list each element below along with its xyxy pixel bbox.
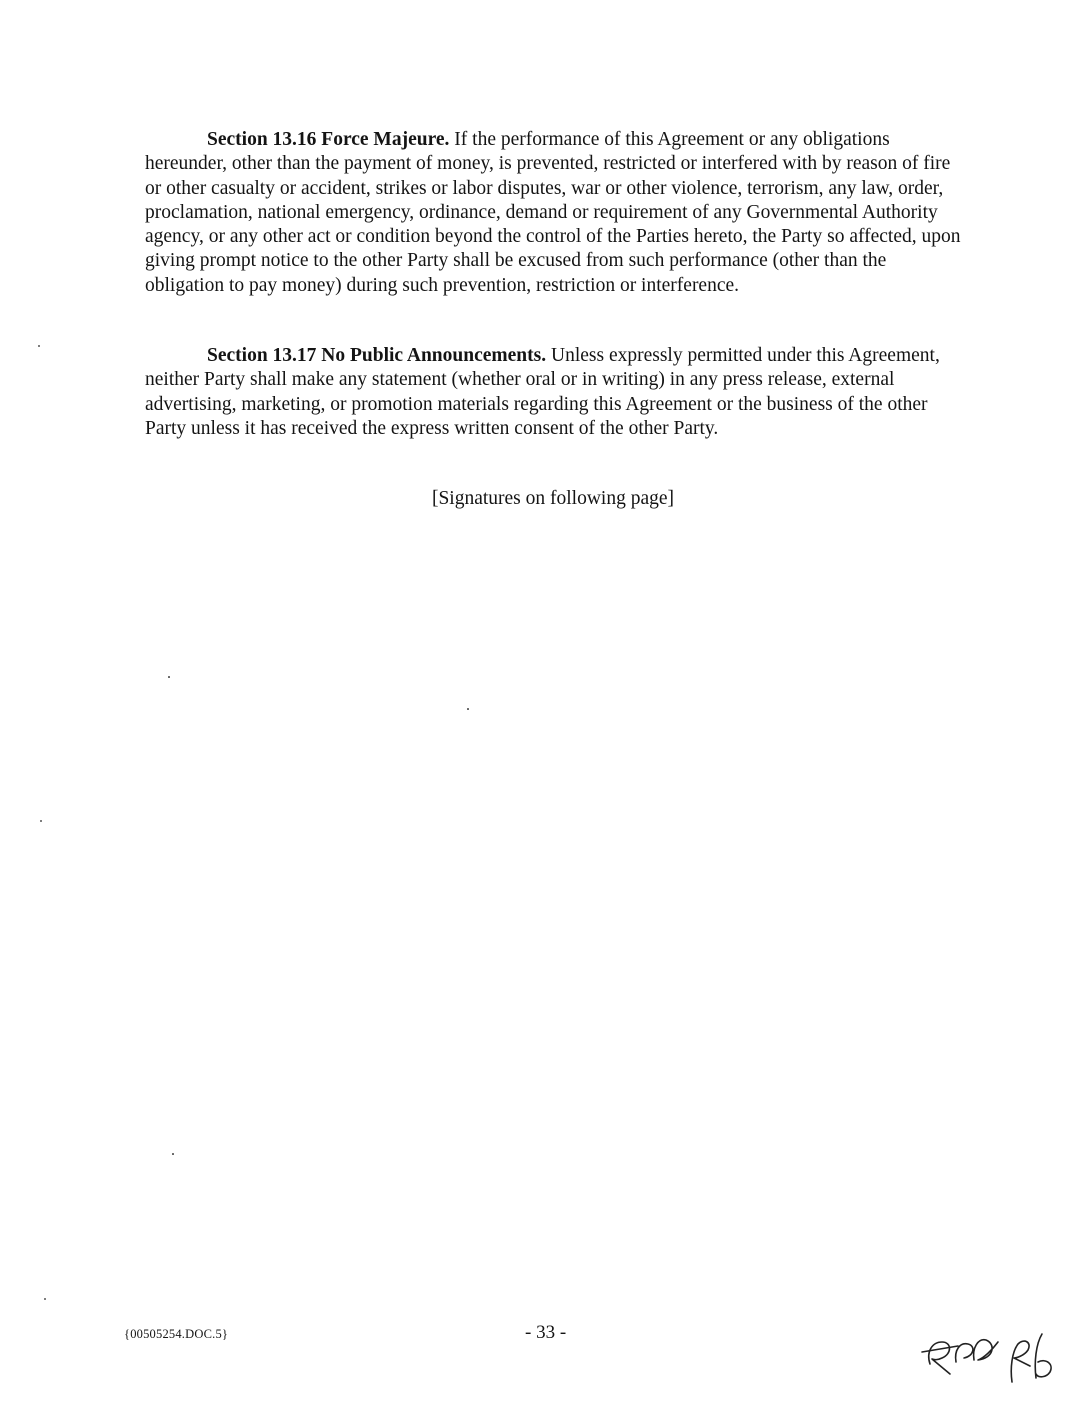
section-13-16 (145, 128, 965, 298)
section-13-17-body: Unless expressly permitted under this Agreement, neither Party shall make any statement (whether oral or in writing) in any press release, external advertising, marketing, or promotion materials regarding this Agreement or the business of the other Party unless it has received the express written consent of the other Party. (145, 345, 940, 439)
section-13-16-heading: Section 13.16 Force Majeure. (207, 129, 450, 150)
handwritten-initials (912, 1312, 1062, 1392)
section-13-17-heading: Section 13.17 No Public Announcements. (207, 345, 547, 366)
section-13-16-body: If the performance of this Agreement or any obligations hereunder, other than the payment of money, is prevented, restricted or interfered with by reason of fire or other casualty or accident, strikes or labor disputes, war or other violence, terrorism, any law, order, proclamation, national emergency, ordinance, demand or requirement of any Governmental Authority agency, or any other act or condition beyond the control of the Parties hereto, the Party so affected, upon giving prompt notice to the other Party shall be excused from such performance (other than the obligation to pay money) during such prevention, restriction or interference. (145, 129, 961, 296)
section-13-17 (145, 344, 965, 441)
document-id: {00505254.DOC.5} (124, 1327, 229, 1341)
scan-speck (44, 1298, 46, 1300)
page-number: - 33 - (525, 1322, 567, 1343)
scan-speck (467, 708, 469, 710)
scan-speck (38, 345, 40, 347)
signatures-note: [Signatures on following page] (431, 488, 675, 509)
scan-speck (40, 820, 42, 822)
scan-speck (168, 676, 170, 678)
scan-speck (172, 1153, 174, 1155)
